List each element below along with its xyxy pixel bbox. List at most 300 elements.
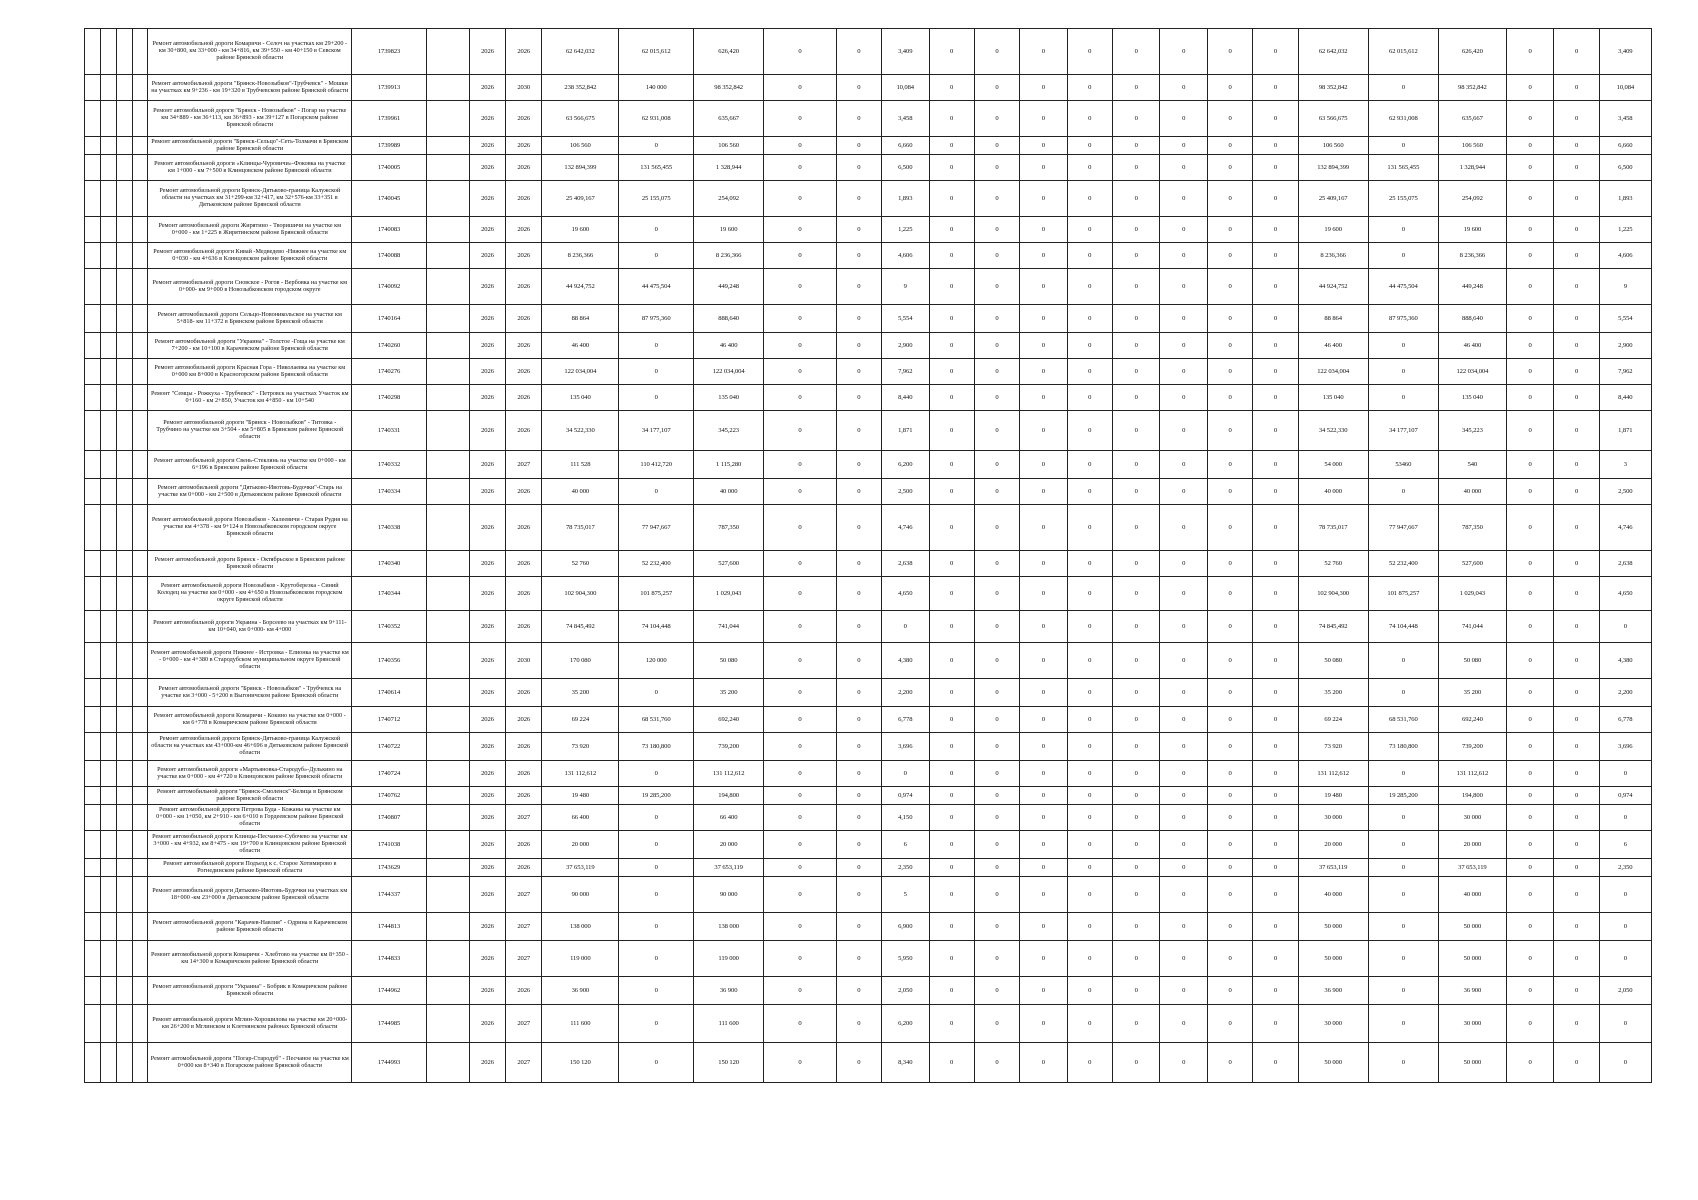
value-cell-c9: 0: [836, 385, 881, 411]
empty-cell: [100, 411, 116, 451]
value-cell-c14: 0: [1067, 505, 1112, 551]
value-cell-c8: 0: [764, 101, 836, 137]
value-cell-t2: 19 480: [1298, 787, 1368, 805]
value-cell-total: 111 600: [542, 1005, 619, 1043]
empty-cell: [85, 805, 101, 831]
table-row: [85, 643, 1652, 679]
value-cell-c15: 0: [1112, 385, 1160, 411]
value-cell-y2: 2026: [506, 305, 542, 333]
value-cell-c22: 0: [1506, 479, 1554, 505]
value-cell-len2: 10,084: [1599, 75, 1651, 101]
value-cell-y1: 2026: [469, 877, 505, 913]
table-row: [85, 859, 1652, 877]
value-cell-c17: 0: [1208, 451, 1253, 479]
empty-cell: [85, 1005, 101, 1043]
value-cell-len: 1,893: [881, 181, 929, 217]
empty-cell: [132, 385, 148, 411]
value-cell-c22: 0: [1506, 385, 1554, 411]
road-description-cell: Ремонт автомобильной дороги Комаричи - Хлебтово на участке км 8+350 - км 14+300 в Комаричском районе Брянской области: [148, 941, 352, 977]
empty-cell: [85, 305, 101, 333]
value-cell-c8: 0: [764, 679, 836, 707]
empty-cell: [85, 913, 101, 941]
value-cell-f2: 0: [1368, 859, 1438, 877]
value-cell-c8: 0: [764, 831, 836, 859]
value-cell-code: 1740164: [352, 305, 427, 333]
value-cell-c13: 0: [1020, 831, 1068, 859]
value-cell-c11: 0: [929, 1043, 974, 1083]
value-cell-c22: 0: [1506, 761, 1554, 787]
value-cell-f2: 0: [1368, 1043, 1438, 1083]
empty-cell: [100, 761, 116, 787]
empty-cell: [100, 359, 116, 385]
value-cell-y2: 2030: [506, 643, 542, 679]
value-cell-c16: 0: [1160, 1005, 1208, 1043]
value-cell-c17: 0: [1208, 243, 1253, 269]
road-description-cell: Ремонт автомобильной дороги Новозыбков - Крутоберезка - Синий Колодец на участке км 0+000 - км 4+650 в Новозыбковском городском округе Брянской области: [148, 577, 352, 611]
value-cell-t2: 122 034,004: [1298, 359, 1368, 385]
value-cell-total: 111 528: [542, 451, 619, 479]
value-cell-code: 1740334: [352, 479, 427, 505]
empty-cell: [100, 181, 116, 217]
empty-cell: [116, 551, 132, 577]
value-cell-y1: 2026: [469, 707, 505, 733]
value-cell-total: 40 000: [542, 479, 619, 505]
value-cell-reg: 888,640: [694, 305, 764, 333]
value-cell-c11: 0: [929, 733, 974, 761]
empty-cell: [426, 155, 469, 181]
value-cell-t2: 73 920: [1298, 733, 1368, 761]
value-cell-c8: 0: [764, 155, 836, 181]
value-cell-c8: 0: [764, 75, 836, 101]
value-cell-reg: 787,350: [694, 505, 764, 551]
value-cell-code: 1740045: [352, 181, 427, 217]
value-cell-c8: 0: [764, 787, 836, 805]
value-cell-t2: 50 000: [1298, 941, 1368, 977]
value-cell-c22: 0: [1506, 411, 1554, 451]
empty-cell: [116, 1043, 132, 1083]
value-cell-len2: 8,440: [1599, 385, 1651, 411]
empty-cell: [85, 859, 101, 877]
value-cell-c15: 0: [1112, 1005, 1160, 1043]
empty-cell: [132, 679, 148, 707]
empty-cell: [100, 243, 116, 269]
value-cell-c8: 0: [764, 1005, 836, 1043]
value-cell-y2: 2026: [506, 577, 542, 611]
value-cell-t2: 50 000: [1298, 913, 1368, 941]
value-cell-y2: 2027: [506, 941, 542, 977]
value-cell-c11: 0: [929, 155, 974, 181]
empty-cell: [426, 505, 469, 551]
empty-cell: [132, 805, 148, 831]
value-cell-t2: 98 352,842: [1298, 75, 1368, 101]
value-cell-len: 6: [881, 831, 929, 859]
value-cell-c22: 0: [1506, 505, 1554, 551]
value-cell-code: 1739823: [352, 29, 427, 75]
value-cell-r2: 98 352,842: [1438, 75, 1506, 101]
value-cell-c22: 0: [1506, 733, 1554, 761]
value-cell-c11: 0: [929, 243, 974, 269]
value-cell-c15: 0: [1112, 643, 1160, 679]
value-cell-code: 1740088: [352, 243, 427, 269]
value-cell-c18: 0: [1253, 577, 1298, 611]
value-cell-fed: 77 947,667: [619, 505, 694, 551]
road-description-cell: Ремонт автомобильной дороги Брянск-Дятьково-граница Калужской области на участках км 43+000-км 46+696 в Дятьковском районе Брянской области: [148, 733, 352, 761]
value-cell-y1: 2026: [469, 29, 505, 75]
value-cell-len2: 2,900: [1599, 333, 1651, 359]
empty-cell: [116, 707, 132, 733]
value-cell-reg: 135 040: [694, 385, 764, 411]
value-cell-c18: 0: [1253, 243, 1298, 269]
value-cell-code: 1740724: [352, 761, 427, 787]
value-cell-c16: 0: [1160, 137, 1208, 155]
value-cell-len: 1,225: [881, 217, 929, 243]
empty-cell: [426, 411, 469, 451]
value-cell-c8: 0: [764, 479, 836, 505]
value-cell-y2: 2026: [506, 333, 542, 359]
value-cell-c23: 0: [1554, 451, 1599, 479]
value-cell-c15: 0: [1112, 577, 1160, 611]
value-cell-len2: 2,638: [1599, 551, 1651, 577]
value-cell-c16: 0: [1160, 707, 1208, 733]
value-cell-f2: 101 875,257: [1368, 577, 1438, 611]
value-cell-r2: 122 034,004: [1438, 359, 1506, 385]
value-cell-c12: 0: [974, 451, 1019, 479]
empty-cell: [100, 479, 116, 505]
value-cell-c15: 0: [1112, 679, 1160, 707]
empty-cell: [132, 451, 148, 479]
empty-cell: [100, 707, 116, 733]
table-row: [85, 977, 1652, 1005]
value-cell-t2: 54 000: [1298, 451, 1368, 479]
value-cell-r2: 50 000: [1438, 1043, 1506, 1083]
value-cell-y2: 2026: [506, 101, 542, 137]
value-cell-len: 4,746: [881, 505, 929, 551]
value-cell-c15: 0: [1112, 411, 1160, 451]
value-cell-t2: 52 760: [1298, 551, 1368, 577]
empty-cell: [100, 859, 116, 877]
value-cell-f2: 52 232,400: [1368, 551, 1438, 577]
value-cell-total: 25 409,167: [542, 181, 619, 217]
value-cell-code: 1740352: [352, 611, 427, 643]
value-cell-c13: 0: [1020, 75, 1068, 101]
value-cell-c13: 0: [1020, 101, 1068, 137]
value-cell-t2: 20 000: [1298, 831, 1368, 859]
value-cell-len2: 6,778: [1599, 707, 1651, 733]
value-cell-c22: 0: [1506, 451, 1554, 479]
value-cell-y1: 2026: [469, 643, 505, 679]
value-cell-c11: 0: [929, 551, 974, 577]
value-cell-c14: 0: [1067, 977, 1112, 1005]
value-cell-c17: 0: [1208, 611, 1253, 643]
value-cell-c18: 0: [1253, 479, 1298, 505]
value-cell-c11: 0: [929, 859, 974, 877]
value-cell-c11: 0: [929, 385, 974, 411]
empty-cell: [100, 1005, 116, 1043]
value-cell-c13: 0: [1020, 805, 1068, 831]
value-cell-y1: 2026: [469, 269, 505, 305]
empty-cell: [132, 155, 148, 181]
value-cell-c8: 0: [764, 305, 836, 333]
value-cell-y1: 2026: [469, 137, 505, 155]
value-cell-c23: 0: [1554, 1043, 1599, 1083]
empty-cell: [116, 611, 132, 643]
value-cell-c16: 0: [1160, 913, 1208, 941]
empty-cell: [116, 877, 132, 913]
value-cell-t2: 50 080: [1298, 643, 1368, 679]
table-row: [85, 137, 1652, 155]
value-cell-y1: 2026: [469, 305, 505, 333]
value-cell-c17: 0: [1208, 679, 1253, 707]
value-cell-total: 19 600: [542, 217, 619, 243]
value-cell-c23: 0: [1554, 643, 1599, 679]
value-cell-c22: 0: [1506, 831, 1554, 859]
value-cell-len: 10,084: [881, 75, 929, 101]
value-cell-y1: 2026: [469, 333, 505, 359]
value-cell-c15: 0: [1112, 761, 1160, 787]
value-cell-r2: 787,350: [1438, 505, 1506, 551]
value-cell-c15: 0: [1112, 941, 1160, 977]
value-cell-fed: 110 412,720: [619, 451, 694, 479]
value-cell-c18: 0: [1253, 733, 1298, 761]
value-cell-c18: 0: [1253, 137, 1298, 155]
table-row: [85, 305, 1652, 333]
empty-cell: [85, 611, 101, 643]
value-cell-c17: 0: [1208, 977, 1253, 1005]
empty-cell: [116, 761, 132, 787]
value-cell-c13: 0: [1020, 577, 1068, 611]
value-cell-len2: 4,650: [1599, 577, 1651, 611]
value-cell-c9: 0: [836, 1005, 881, 1043]
value-cell-c11: 0: [929, 1005, 974, 1043]
value-cell-c14: 0: [1067, 29, 1112, 75]
table-row: [85, 479, 1652, 505]
value-cell-c18: 0: [1253, 181, 1298, 217]
value-cell-c23: 0: [1554, 913, 1599, 941]
empty-cell: [100, 787, 116, 805]
road-description-cell: Ремонт автомобильной дороги "Карачев-Навлия" - Одрина в Карачевском районе Брянской области: [148, 913, 352, 941]
value-cell-r2: 131 112,612: [1438, 761, 1506, 787]
empty-cell: [100, 305, 116, 333]
value-cell-r2: 106 560: [1438, 137, 1506, 155]
value-cell-c14: 0: [1067, 101, 1112, 137]
road-description-cell: Ремонт автомобильной дороги Нижнее - Истровка - Елионка на участке км - 0+000 - км 4+380 в Стародубском муниципальном округе Брянской области: [148, 643, 352, 679]
value-cell-t2: 46 400: [1298, 333, 1368, 359]
value-cell-c14: 0: [1067, 181, 1112, 217]
value-cell-r2: 626,420: [1438, 29, 1506, 75]
value-cell-c12: 0: [974, 733, 1019, 761]
value-cell-c16: 0: [1160, 831, 1208, 859]
value-cell-c9: 0: [836, 679, 881, 707]
value-cell-r2: 741,044: [1438, 611, 1506, 643]
road-description-cell: Ремонт автомобильной дороги Брянск - Октябрьское в Брянском районе Брянской области: [148, 551, 352, 577]
table-row: [85, 101, 1652, 137]
value-cell-c12: 0: [974, 217, 1019, 243]
empty-cell: [132, 305, 148, 333]
value-cell-reg: 1 328,944: [694, 155, 764, 181]
value-cell-t2: 106 560: [1298, 137, 1368, 155]
value-cell-f2: 0: [1368, 761, 1438, 787]
value-cell-c17: 0: [1208, 217, 1253, 243]
empty-cell: [132, 505, 148, 551]
value-cell-r2: 635,667: [1438, 101, 1506, 137]
road-description-cell: Ремонт автомобильной дороги Клинцы-Песчаное-Субочево на участке км 3+000 - км 4+932, км 8+475 - км 19+700 в Клинцовском районе Брянской области: [148, 831, 352, 859]
value-cell-f2: 0: [1368, 831, 1438, 859]
value-cell-total: 37 653,119: [542, 859, 619, 877]
value-cell-c17: 0: [1208, 805, 1253, 831]
table-row: [85, 333, 1652, 359]
value-cell-c11: 0: [929, 359, 974, 385]
table-row: [85, 787, 1652, 805]
value-cell-len: 3,696: [881, 733, 929, 761]
value-cell-c13: 0: [1020, 451, 1068, 479]
value-cell-t2: 40 000: [1298, 877, 1368, 913]
table-row: [85, 551, 1652, 577]
value-cell-c12: 0: [974, 551, 1019, 577]
road-description-cell: Ремонт автомобильной дороги «Клинцы-Чуровичи»-Фоковка на участке км 1+000 - км 7+500 в Клинцовском районе Брянской области: [148, 155, 352, 181]
value-cell-c17: 0: [1208, 877, 1253, 913]
value-cell-y1: 2026: [469, 479, 505, 505]
value-cell-len: 4,650: [881, 577, 929, 611]
value-cell-c9: 0: [836, 977, 881, 1005]
value-cell-c9: 0: [836, 305, 881, 333]
value-cell-c15: 0: [1112, 217, 1160, 243]
value-cell-reg: 150 120: [694, 1043, 764, 1083]
value-cell-c15: 0: [1112, 787, 1160, 805]
value-cell-c16: 0: [1160, 181, 1208, 217]
value-cell-c14: 0: [1067, 859, 1112, 877]
value-cell-y2: 2026: [506, 611, 542, 643]
value-cell-c9: 0: [836, 411, 881, 451]
empty-cell: [426, 1043, 469, 1083]
empty-cell: [116, 217, 132, 243]
value-cell-fed: 0: [619, 217, 694, 243]
value-cell-len2: 3,458: [1599, 101, 1651, 137]
value-cell-c9: 0: [836, 941, 881, 977]
value-cell-c11: 0: [929, 977, 974, 1005]
empty-cell: [116, 411, 132, 451]
value-cell-c17: 0: [1208, 101, 1253, 137]
value-cell-c14: 0: [1067, 305, 1112, 333]
value-cell-c18: 0: [1253, 941, 1298, 977]
value-cell-c15: 0: [1112, 269, 1160, 305]
value-cell-r2: 20 000: [1438, 831, 1506, 859]
value-cell-c22: 0: [1506, 643, 1554, 679]
value-cell-c18: 0: [1253, 411, 1298, 451]
value-cell-c15: 0: [1112, 977, 1160, 1005]
value-cell-y1: 2026: [469, 451, 505, 479]
value-cell-reg: 37 653,119: [694, 859, 764, 877]
value-cell-c8: 0: [764, 411, 836, 451]
empty-cell: [426, 551, 469, 577]
value-cell-c12: 0: [974, 305, 1019, 333]
value-cell-c17: 0: [1208, 505, 1253, 551]
value-cell-r2: 888,640: [1438, 305, 1506, 333]
empty-cell: [116, 1005, 132, 1043]
value-cell-c12: 0: [974, 877, 1019, 913]
empty-cell: [100, 733, 116, 761]
value-cell-len2: 2,350: [1599, 859, 1651, 877]
value-cell-reg: 626,420: [694, 29, 764, 75]
value-cell-total: 63 566,675: [542, 101, 619, 137]
empty-cell: [132, 787, 148, 805]
value-cell-c16: 0: [1160, 101, 1208, 137]
value-cell-t2: 30 000: [1298, 805, 1368, 831]
value-cell-len: 6,500: [881, 155, 929, 181]
value-cell-len: 0: [881, 611, 929, 643]
road-description-cell: Ремонт автомобильной дороги Петрова Буда - Кожаны на участке км 0+000 - км 1+050, км 2+910 - км 6+010 в Гордеевском районе Брянской области: [148, 805, 352, 831]
value-cell-f2: 68 531,760: [1368, 707, 1438, 733]
value-cell-f2: 0: [1368, 75, 1438, 101]
empty-cell: [85, 551, 101, 577]
value-cell-reg: 66 400: [694, 805, 764, 831]
value-cell-total: 119 000: [542, 941, 619, 977]
value-cell-len2: 7,962: [1599, 359, 1651, 385]
value-cell-c17: 0: [1208, 359, 1253, 385]
value-cell-c23: 0: [1554, 977, 1599, 1005]
value-cell-c8: 0: [764, 385, 836, 411]
value-cell-c14: 0: [1067, 243, 1112, 269]
value-cell-c9: 0: [836, 831, 881, 859]
value-cell-y2: 2026: [506, 859, 542, 877]
empty-cell: [426, 643, 469, 679]
value-cell-total: 238 352,842: [542, 75, 619, 101]
value-cell-c13: 0: [1020, 707, 1068, 733]
table-row: [85, 761, 1652, 787]
value-cell-c15: 0: [1112, 29, 1160, 75]
value-cell-total: 150 120: [542, 1043, 619, 1083]
value-cell-c22: 0: [1506, 877, 1554, 913]
value-cell-total: 66 400: [542, 805, 619, 831]
value-cell-c8: 0: [764, 643, 836, 679]
value-cell-c9: 0: [836, 551, 881, 577]
value-cell-c16: 0: [1160, 385, 1208, 411]
table-row: [85, 75, 1652, 101]
value-cell-c18: 0: [1253, 451, 1298, 479]
empty-cell: [116, 75, 132, 101]
value-cell-len: 6,200: [881, 451, 929, 479]
value-cell-c11: 0: [929, 479, 974, 505]
value-cell-y1: 2026: [469, 733, 505, 761]
value-cell-fed: 0: [619, 859, 694, 877]
value-cell-len: 6,900: [881, 913, 929, 941]
value-cell-f2: 34 177,107: [1368, 411, 1438, 451]
value-cell-c22: 0: [1506, 181, 1554, 217]
value-cell-y1: 2026: [469, 75, 505, 101]
value-cell-c13: 0: [1020, 761, 1068, 787]
empty-cell: [116, 805, 132, 831]
empty-cell: [426, 217, 469, 243]
empty-cell: [85, 761, 101, 787]
value-cell-c16: 0: [1160, 269, 1208, 305]
value-cell-c8: 0: [764, 333, 836, 359]
road-description-cell: Ремонт автомобильной дороги "Брянск - Новозыбков" - Титовка - Трубчино на участке км 3+504 - км 5+805 в Брянском районе Брянской области: [148, 411, 352, 451]
empty-cell: [426, 181, 469, 217]
empty-cell: [116, 305, 132, 333]
empty-cell: [132, 1043, 148, 1083]
value-cell-c11: 0: [929, 305, 974, 333]
value-cell-c13: 0: [1020, 305, 1068, 333]
value-cell-reg: 40 000: [694, 479, 764, 505]
value-cell-fed: 0: [619, 385, 694, 411]
value-cell-len2: 3,409: [1599, 29, 1651, 75]
value-cell-total: 8 236,366: [542, 243, 619, 269]
empty-cell: [116, 137, 132, 155]
value-cell-c8: 0: [764, 137, 836, 155]
empty-cell: [132, 181, 148, 217]
table-row: [85, 29, 1652, 75]
empty-cell: [100, 913, 116, 941]
value-cell-total: 106 560: [542, 137, 619, 155]
